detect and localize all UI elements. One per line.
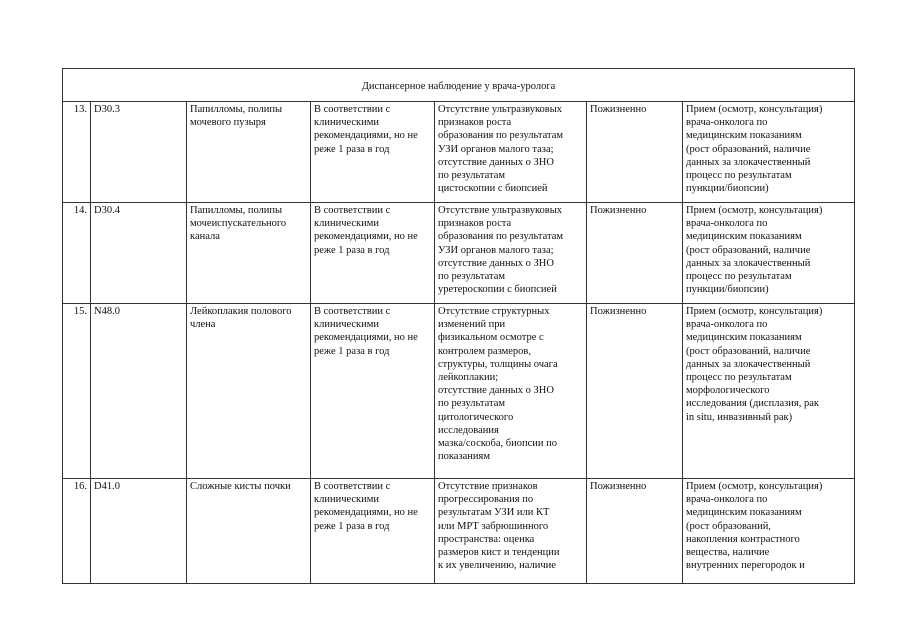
specialist-consultation: Прием (осмотр, консультация) врача-онколога по медицинским показаниям (рост образований, наличие данных за злокачественный процесс по результатам морфологического исследования (дисплазия, рак in situ, инвазивный рак) (683, 304, 855, 479)
row-number: 16. (63, 479, 91, 584)
table-row (63, 102, 855, 203)
observation-frequency: В соответствии с клиническими рекомендациями, но не реже 1 раза в год (311, 304, 435, 479)
effectiveness-criteria: Отсутствие ультразвуковых признаков роста образования по результатам УЗИ органов малого таза; отсутствие данных о ЗНО по результатам уретероскопии с биопсией (435, 203, 587, 304)
diagnosis-code: N48.0 (91, 304, 187, 479)
specialist-consultation: Прием (осмотр, консультация) врача-онколога по медицинским показаниям (рост образований, наличие данных за злокачественный процесс по результатам пункции/биопсии) (683, 203, 855, 304)
diagnosis-code: D30.4 (91, 203, 187, 304)
observation-duration: Пожизненно (587, 102, 683, 203)
observation-frequency: В соответствии с клиническими рекомендациями, но не реже 1 раза в год (311, 102, 435, 203)
effectiveness-criteria: Отсутствие признаков прогрессирования по результатам УЗИ или КТ или МРТ забрюшинного пространства: оценка размеров кист и тенденции к их увеличению, наличие (435, 479, 587, 584)
observation-duration: Пожизненно (587, 304, 683, 479)
effectiveness-criteria: Отсутствие структурных изменений при физикальном осмотре с контролем размеров, структуры, толщины очага лейкоплакии; отсутствие данных о ЗНО по результатам цитологического исследования мазка/соскоба, биопсии по показаниям (435, 304, 587, 479)
diagnosis-name: Папилломы, полипы мочевого пузыря (187, 102, 311, 203)
observation-duration: Пожизненно (587, 479, 683, 584)
diagnosis-code: D30.3 (91, 102, 187, 203)
diagnosis-name: Лейкоплакия полового члена (187, 304, 311, 479)
dispensary-table (62, 68, 855, 584)
specialist-consultation: Прием (осмотр, консультация) врача-онколога по медицинским показаниям (рост образований, накопления контрастного вещества, наличие внутренних перегородок и (683, 479, 855, 584)
table-row (63, 203, 855, 304)
diagnosis-code: D41.0 (91, 479, 187, 584)
observation-duration: Пожизненно (587, 203, 683, 304)
section-row (63, 69, 855, 102)
table-row (63, 479, 855, 584)
row-number: 14. (63, 203, 91, 304)
effectiveness-criteria: Отсутствие ультразвуковых признаков роста образования по результатам УЗИ органов малого таза; отсутствие данных о ЗНО по результатам цистоскопии с биопсией (435, 102, 587, 203)
diagnosis-name: Папилломы, полипы мочеиспускательного канала (187, 203, 311, 304)
row-number: 13. (63, 102, 91, 203)
observation-frequency: В соответствии с клиническими рекомендациями, но не реже 1 раза в год (311, 203, 435, 304)
observation-frequency: В соответствии с клиническими рекомендациями, но не реже 1 раза в год (311, 479, 435, 584)
diagnosis-name: Сложные кисты почки (187, 479, 311, 584)
specialist-consultation: Прием (осмотр, консультация) врача-онколога по медицинским показаниям (рост образований, наличие данных за злокачественный процесс по результатам пункции/биопсии) (683, 102, 855, 203)
table-row (63, 304, 855, 479)
row-number: 15. (63, 304, 91, 479)
section-title: Диспансерное наблюдение у врача-уролога (63, 69, 855, 102)
